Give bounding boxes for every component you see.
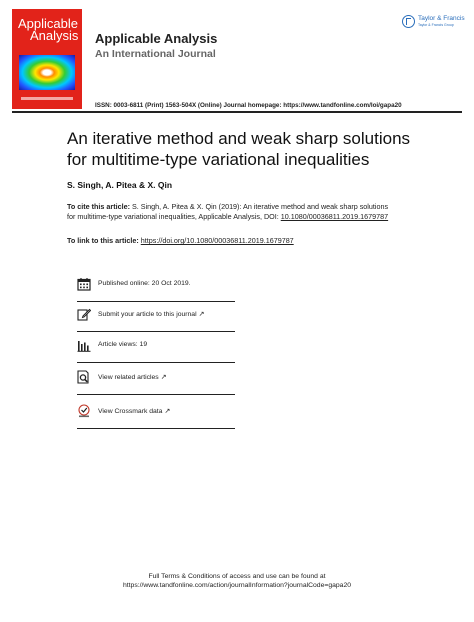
pencil-icon xyxy=(77,307,91,321)
citation-doi-link[interactable]: 10.1080/00036811.2019.1679787 xyxy=(280,211,389,221)
cover-illustration xyxy=(19,55,75,90)
issn-line[interactable]: ISSN: 0003-6811 (Print) 1563-504X (Online) Journal homepage: https://www.tandfonline.com/loi/gapa20 xyxy=(95,102,402,109)
publisher-logo-icon xyxy=(402,15,415,28)
submit-article-link[interactable] xyxy=(98,310,204,318)
article-views-row xyxy=(77,331,235,363)
article-authors: S. Singh, A. Pitea & X. Qin xyxy=(67,180,173,190)
article-title: An iterative method and weak sharp solutions for multitime-type variational inequalities xyxy=(67,129,411,169)
related-articles-row[interactable] xyxy=(77,363,235,395)
citation-label: To cite this article: xyxy=(67,202,130,211)
header-divider xyxy=(12,111,462,113)
submit-article-row[interactable] xyxy=(77,300,235,332)
article-link-block xyxy=(67,236,397,245)
cover-title-line2: Analysis xyxy=(30,28,79,43)
related-articles-text: View related articles xyxy=(98,374,159,381)
published-online-row xyxy=(77,270,235,302)
article-link-label: To link to this article: xyxy=(67,236,141,245)
magnifier-icon xyxy=(77,370,91,384)
journal-cover xyxy=(12,9,82,109)
cover-footer-bar xyxy=(21,97,73,100)
external-link-icon: ↗ xyxy=(164,408,171,415)
related-articles-link[interactable] xyxy=(98,373,167,381)
crossmark-link[interactable] xyxy=(98,407,170,415)
calendar-icon xyxy=(77,277,91,291)
external-link-icon: ↗ xyxy=(160,374,167,381)
publisher-name: Taylor & Francis xyxy=(418,15,465,22)
crossmark-text: View Crossmark data xyxy=(98,408,163,415)
crossmark-row[interactable] xyxy=(77,397,235,429)
footer-terms-text: Full Terms & Conditions of access and use can be found at xyxy=(148,573,326,580)
bar-chart-icon xyxy=(77,338,91,352)
published-online-text: Published online: 20 Oct 2019. xyxy=(98,280,191,287)
footer-terms-link[interactable]: https://www.tandfonline.com/action/journalInformation?journalCode=gapa20 xyxy=(122,582,352,589)
journal-subtitle: An International Journal xyxy=(95,48,216,60)
journal-title: Applicable Analysis xyxy=(95,31,218,46)
submit-article-text: Submit your article to this journal xyxy=(98,311,197,318)
crossmark-icon xyxy=(77,404,91,418)
article-views-text: Article views: 19 xyxy=(98,341,148,348)
external-link-icon: ↗ xyxy=(198,311,205,318)
cover-title-line1: Applicable xyxy=(18,16,78,31)
citation-text: S. Singh, A. Pitea & X. Qin (2019): An iterative method and weak sharp solutions for multitime-type variational inequalities, Applicable Analysis, DOI: xyxy=(67,202,389,221)
citation-block xyxy=(67,202,397,222)
publisher-tagline: Taylor & Francis Group xyxy=(418,23,454,27)
publisher-logo[interactable] xyxy=(402,14,468,32)
article-link-url[interactable]: https://doi.org/10.1080/00036811.2019.1679787 xyxy=(140,236,294,245)
